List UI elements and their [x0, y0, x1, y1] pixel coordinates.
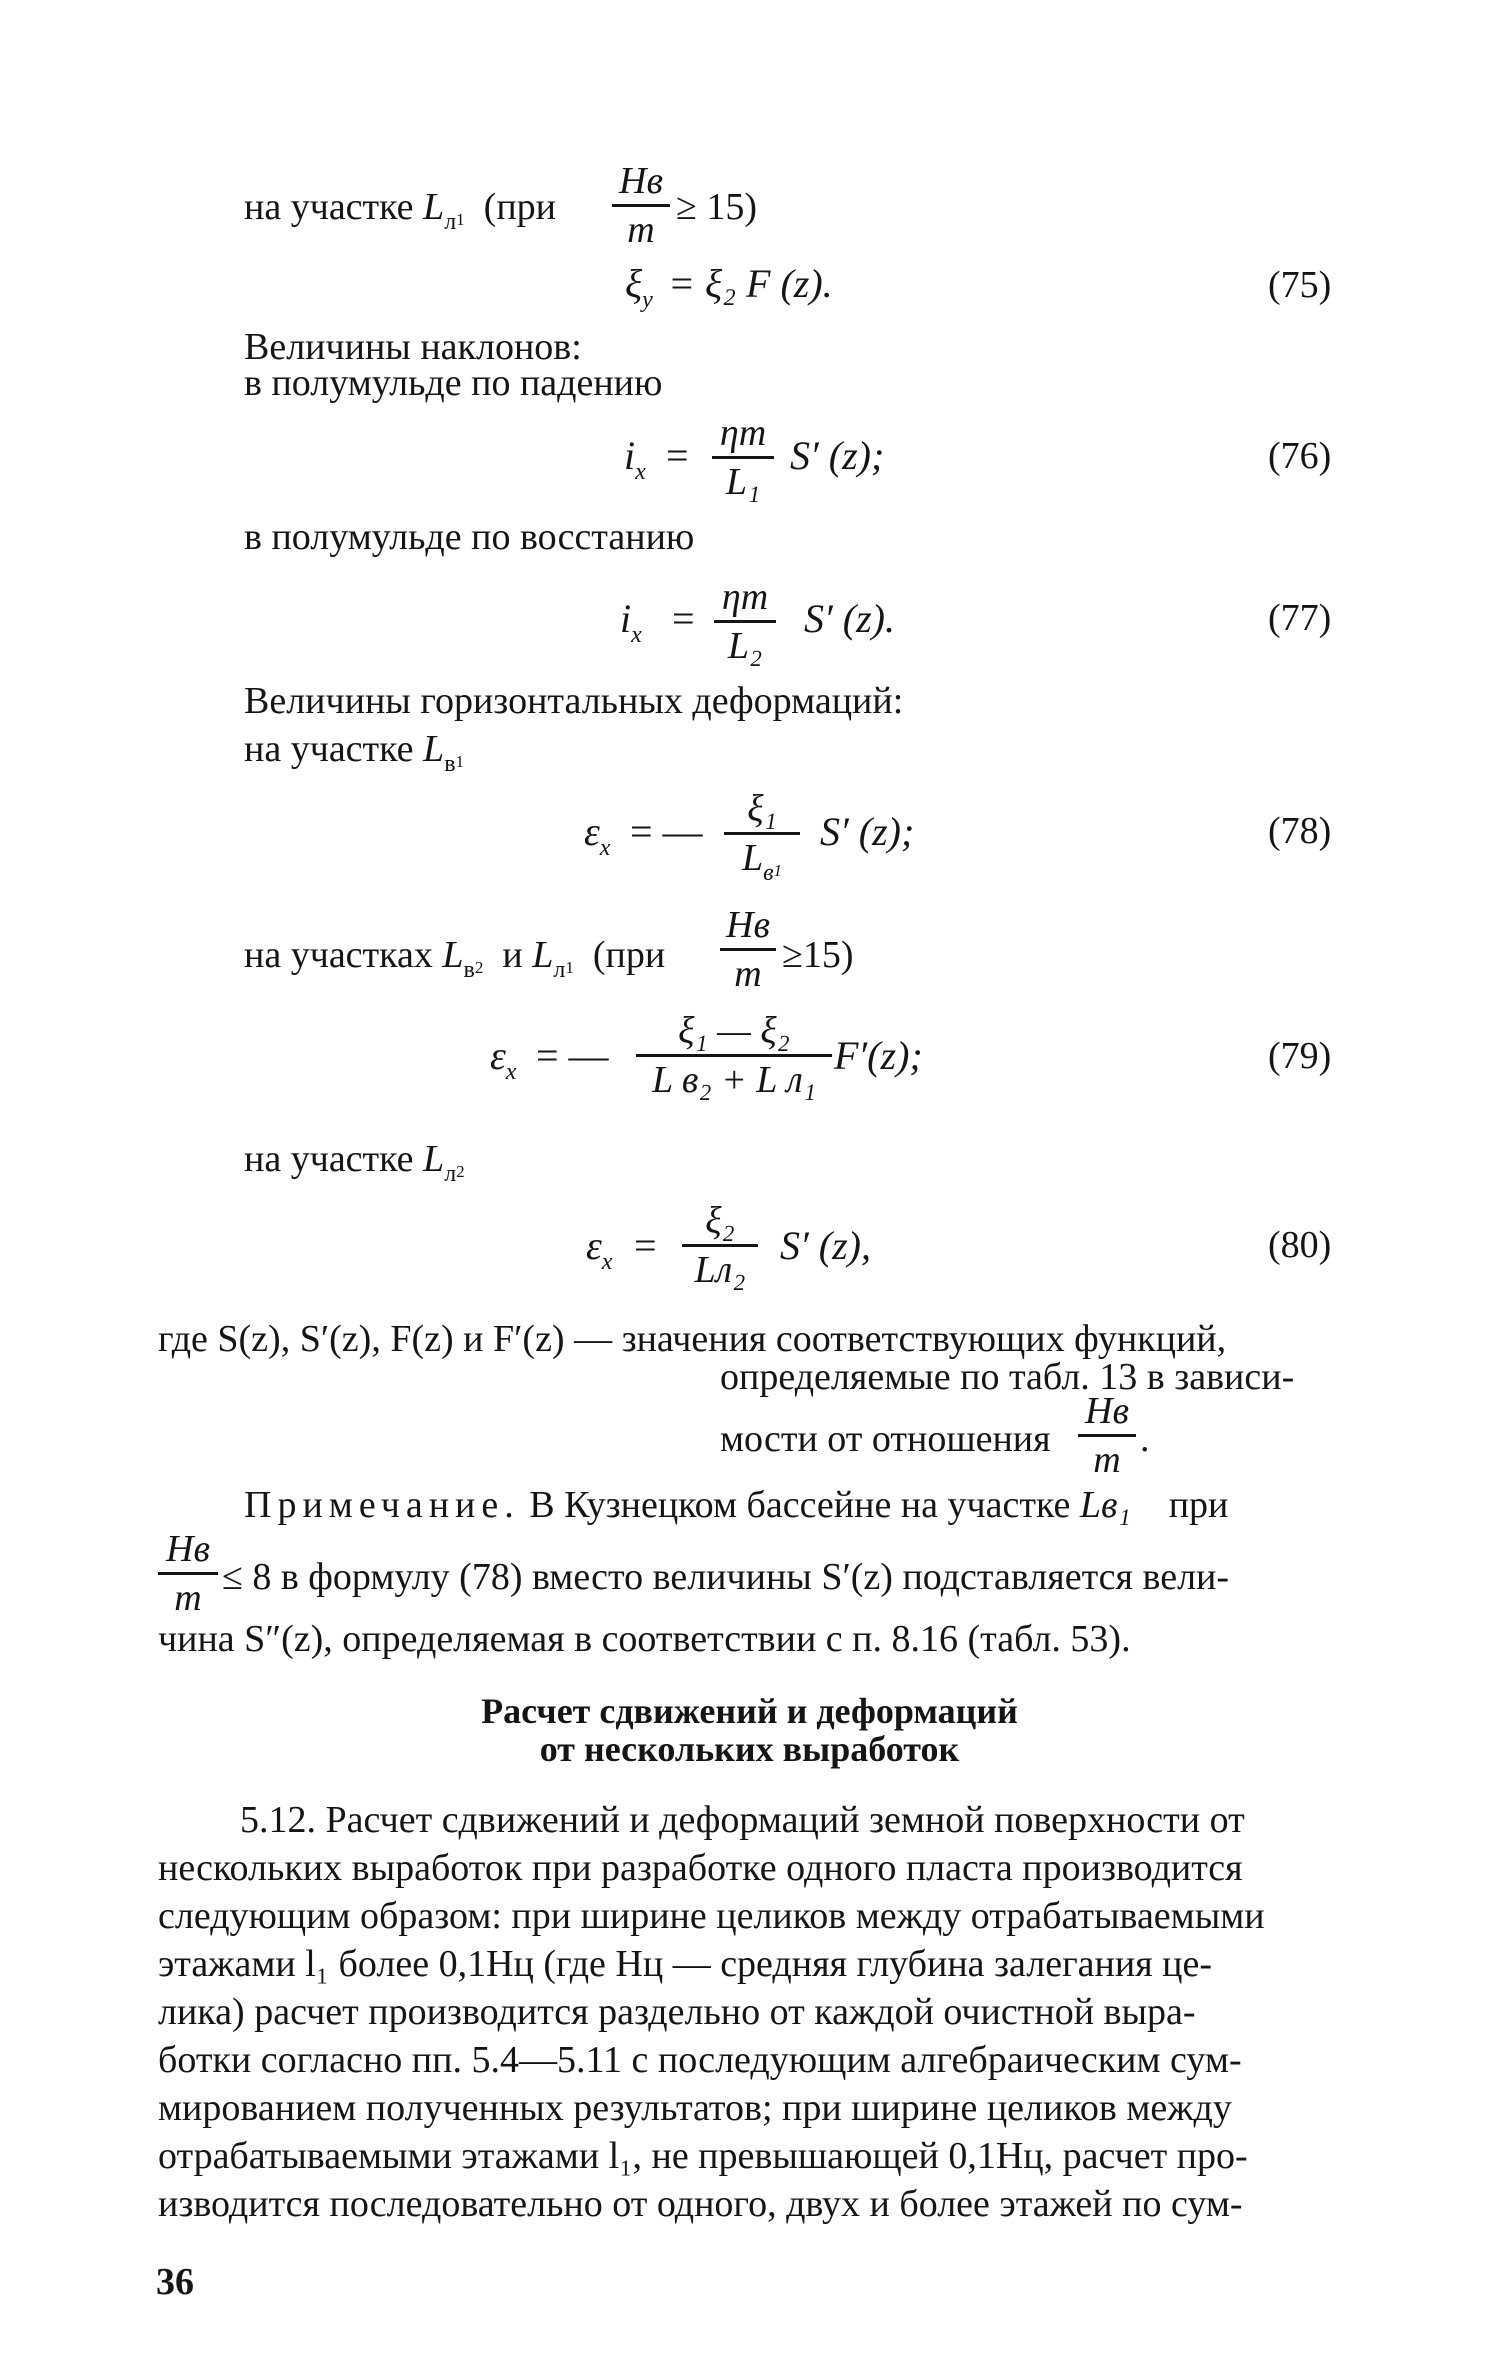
text-lv2	[244, 934, 666, 983]
var2: L	[532, 934, 554, 976]
sub: л	[444, 1161, 457, 1187]
lhs: ε	[584, 809, 600, 854]
note-fraction	[158, 1530, 218, 1617]
frac-num: Hв	[726, 904, 770, 946]
frac-num: ηm	[719, 412, 767, 454]
eq79-lhs	[490, 1033, 517, 1085]
text-prefix: на участке	[244, 186, 414, 228]
var: L	[423, 1138, 445, 1180]
para-line: изводится последовательно от одного, двух и более этажей по сум-	[158, 2183, 1243, 2225]
para-line: лика) расчет производится раздельно от каждой очистной выра-	[158, 1991, 1196, 2033]
cond-close: ≥ 15)	[676, 186, 758, 228]
eq76-lhs	[624, 433, 646, 485]
eq76-fraction	[712, 414, 774, 501]
cond-open: (при	[483, 186, 556, 228]
frac-den: m	[1093, 1439, 1121, 1481]
frac-den: L₁	[725, 461, 761, 503]
eq77-eq: =	[672, 596, 695, 641]
text-ll2	[244, 1138, 465, 1187]
text-dip: в полумульде по падению	[244, 362, 663, 404]
note-line3: чина S″(z), определяемая в соответствии с п. 8.16 (табл. 53).	[158, 1618, 1131, 1660]
eq80-fraction	[682, 1202, 758, 1289]
where-line1: где S(z), S′(z), F(z) и F′(z) — значения соответствующих функций,	[158, 1318, 1227, 1360]
text-lv1	[244, 728, 465, 777]
eq78-number: (78)	[1268, 810, 1332, 852]
lhs: ε	[490, 1033, 506, 1078]
var1: L	[442, 934, 464, 976]
where-end: .	[1140, 1418, 1150, 1460]
eq79-rhs: F′(z);	[834, 1033, 923, 1078]
eq75-rhs: = ξ₂ F (z).	[668, 261, 833, 306]
where-fraction	[1078, 1392, 1136, 1479]
lhs-sub: x	[505, 1059, 517, 1085]
eq76-eq: =	[666, 433, 689, 478]
prefix: на участке	[244, 728, 414, 770]
sub1: в	[463, 957, 475, 983]
sub: л	[444, 209, 457, 235]
eq79-fraction	[636, 1012, 832, 1099]
para-line: ботки согласно пп. 5.4—5.11 с последующим алгебраическим сум-	[158, 2039, 1242, 2081]
subsub: 1	[456, 210, 465, 229]
fraction-hv-m-2	[720, 906, 776, 993]
frac-den	[724, 837, 800, 886]
eq78-rhs: S′ (z);	[820, 809, 915, 854]
fraction-hv-m-1	[612, 162, 670, 249]
page-number: 36	[156, 2261, 194, 2303]
para-line: 5.12. Расчет сдвижений и деформаций земной поверхности от	[240, 1799, 1245, 1841]
frac-num: Hв	[1085, 1390, 1129, 1432]
subsub1: 2	[474, 958, 484, 977]
eq79-eq: = —	[536, 1033, 609, 1078]
eq77-rhs: S′ (z).	[804, 596, 895, 641]
para-line: мированием полученных результатов; при ширине целиков между	[158, 2087, 1232, 2129]
eq75-lhs	[625, 261, 653, 313]
frac-num: Hв	[619, 160, 663, 202]
frac-num: ξ₁ — ξ₂	[678, 1010, 790, 1052]
lhs: i	[624, 433, 636, 478]
and: и	[502, 934, 523, 976]
note-line1	[244, 1486, 1228, 1524]
prefix: на участке	[244, 1138, 414, 1180]
frac-num: Hв	[166, 1528, 210, 1570]
cond-open: (при	[592, 934, 666, 976]
eq77-number: (77)	[1268, 597, 1332, 639]
frac-num: ξ₂	[705, 1200, 735, 1242]
eq76-rhs: S′ (z);	[790, 433, 885, 478]
frac-num: ηm	[721, 576, 769, 618]
eq78-lhs	[584, 809, 611, 861]
note-line1-end: при	[1168, 1484, 1229, 1526]
para-line: отрабатываемыми этажами l₁, не превышающей 0,1Hц, расчет про-	[158, 2135, 1248, 2177]
lhs-sub: x	[635, 459, 646, 485]
lhs-sub: y	[642, 287, 653, 313]
line3: мости от отношения	[720, 1418, 1051, 1460]
section-title-line1: Расчет сдвижений и деформаций	[481, 1691, 1018, 1731]
den-sub: в	[763, 860, 774, 886]
den-var: L	[741, 837, 764, 879]
text-horizontal: Величины горизонтальных деформаций:	[244, 680, 904, 722]
frac-den: m	[734, 953, 762, 995]
para-line: следующим образом: при ширине целиков между отрабатываемыми	[158, 1895, 1265, 1937]
eq77-lhs	[620, 596, 642, 648]
frac-den: L₂	[727, 625, 763, 667]
frac-den: m	[627, 209, 655, 251]
note-line2: ≤ 8 в формулу (78) вместо величины S′(z) подставляется вели-	[222, 1556, 1230, 1598]
lhs: i	[620, 596, 632, 641]
lhs: ε	[586, 1223, 602, 1268]
lhs-sub: x	[631, 622, 642, 648]
eq80-number: (80)	[1268, 1224, 1332, 1266]
eq79-number: (79)	[1268, 1035, 1332, 1077]
den-subsub: 1	[773, 861, 783, 880]
text-rise: в полумульде по восстанию	[244, 516, 695, 558]
note-label: Примечание.	[244, 1484, 520, 1526]
where-line2: определяемые по табл. 13 в зависи-	[720, 1356, 1295, 1398]
eq76-number: (76)	[1268, 435, 1332, 477]
frac-den: m	[174, 1577, 202, 1619]
eq78-eq: = —	[630, 809, 703, 854]
subsub2: 1	[565, 958, 574, 977]
para-line: нескольких выработок при разработке одного пласта производится	[158, 1847, 1243, 1889]
eq75-number: (75)	[1268, 264, 1332, 306]
sub2: л	[553, 957, 566, 983]
eq77-fraction	[714, 578, 776, 665]
text-slopes: Величины наклонов:	[244, 326, 582, 368]
eq78-fraction	[724, 788, 800, 886]
lv2-cond-close: ≥15)	[782, 934, 854, 976]
eq80-eq: =	[634, 1223, 657, 1268]
paragraph-5-12	[158, 1796, 1336, 2228]
subsub: 2	[456, 1162, 465, 1181]
var: L	[423, 728, 445, 770]
prefix: на участках	[244, 934, 433, 976]
eq80-lhs	[586, 1223, 613, 1275]
lhs-sub: x	[601, 1249, 613, 1275]
subsub: 1	[455, 752, 465, 771]
frac-den: L в₂ + L л₁	[651, 1059, 817, 1101]
section-title-line2: от нескольких выработок	[539, 1729, 960, 1769]
line-lleft1	[244, 186, 556, 235]
eq80-rhs: S′ (z),	[780, 1223, 871, 1268]
note-var: Lв₁	[1079, 1484, 1131, 1526]
frac-den: Lл₂	[694, 1249, 746, 1291]
lhs-sub: x	[599, 835, 611, 861]
lhs: ξ	[625, 261, 643, 306]
var-L: L	[423, 186, 445, 228]
where-line3	[720, 1420, 1051, 1458]
sub: в	[444, 751, 456, 777]
note-line1-text: В Кузнецком бассейне на участке	[529, 1484, 1071, 1526]
para-line: этажами l₁ более 0,1Hц (где Hц — средняя глубина залегания це-	[158, 1943, 1213, 1985]
frac-num: ξ₁	[747, 788, 777, 830]
